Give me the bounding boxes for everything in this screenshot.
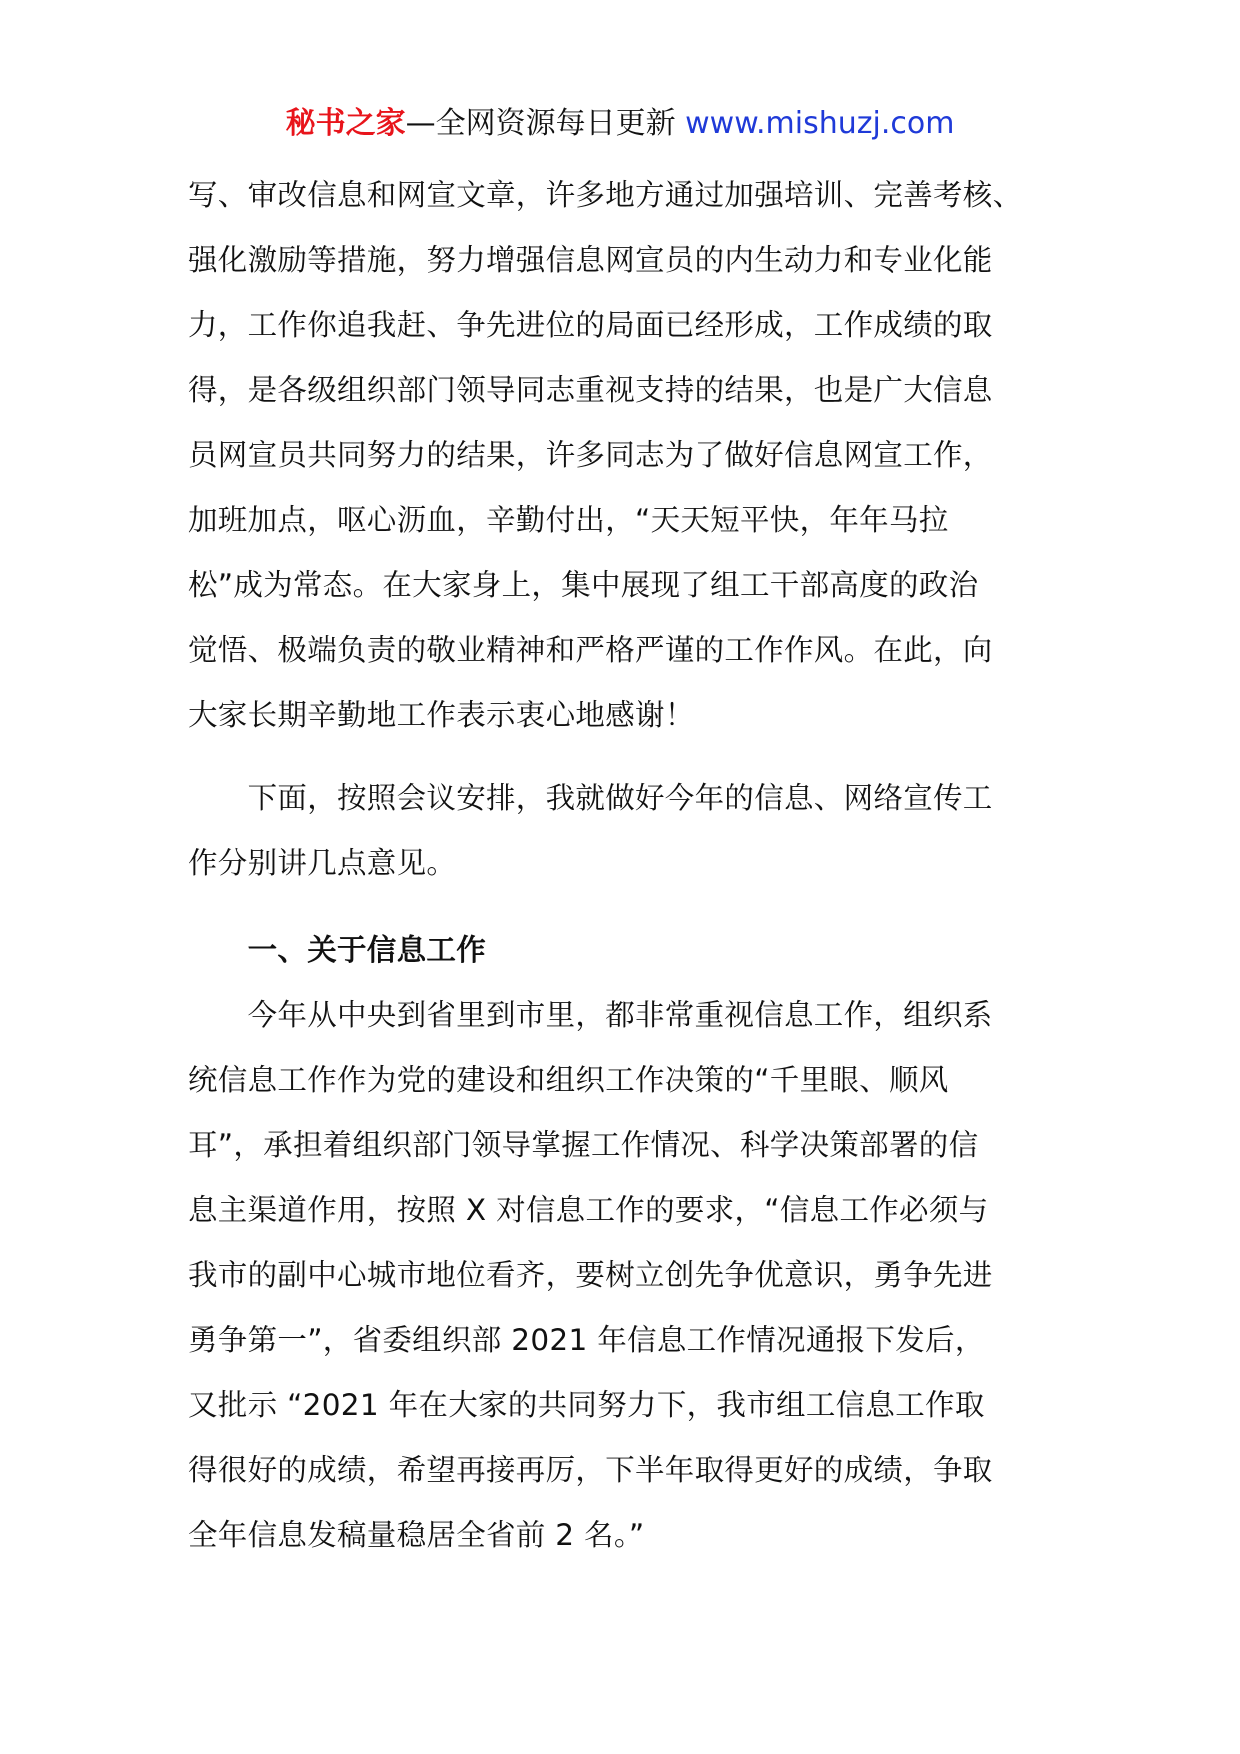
- text-line: 下面，按照会议安排，我就做好今年的信息、网络宣传工: [188, 781, 993, 815]
- section-heading-text: 一、关于信息工作: [188, 933, 487, 967]
- text-line: 松”成为常态。在大家身上，集中展现了组工干部高度的政治: [188, 568, 979, 602]
- text-line: 我市的副中心城市地位看齐，要树立创先争优意识，勇争先进: [188, 1258, 993, 1292]
- site-url-link[interactable]: www.mishuzj.com: [685, 106, 955, 141]
- text-line: 勇争第一”，省委组织部 2021 年信息工作情况通报下发后，: [188, 1323, 985, 1357]
- header-tagline: —全网资源每日更新: [405, 106, 686, 141]
- paragraph-spacer: [188, 748, 1050, 766]
- document-body: [188, 163, 1050, 1568]
- text-line: 耳”，承担着组织部门领导掌握工作情况、科学决策部署的信: [188, 1128, 979, 1162]
- text-line: 加班加点，呕心沥血，辛勤付出，“天天短平快，年年马拉: [188, 503, 949, 537]
- text-line: 统信息工作作为党的建设和组织工作决策的“千里眼、顺风: [188, 1063, 949, 1097]
- text-line: 今年从中央到省里到市里，都非常重视信息工作，组织系: [188, 998, 993, 1032]
- brand-name: 秘书之家: [285, 106, 406, 141]
- text-line: 作分别讲几点意见。: [188, 846, 457, 880]
- paragraph-spacer: [188, 896, 1050, 918]
- text-line: 大家长期辛勤地工作表示衷心地感谢！: [188, 698, 695, 732]
- text-line: 觉悟、极端负责的敬业精神和严格严谨的工作作风。在此，向: [188, 633, 993, 667]
- text-line: 强化激励等措施，努力增强信息网宣员的内生动力和专业化能: [188, 243, 993, 277]
- site-header: [0, 100, 1240, 148]
- paragraph-agenda: [188, 766, 1050, 896]
- paragraph-information-work: [188, 983, 1050, 1568]
- text-line: 又批示 “2021 年在大家的共同努力下，我市组工信息工作取: [188, 1388, 985, 1422]
- text-line: 写、审改信息和网宣文章，许多地方通过加强培训、完善考核、: [188, 178, 1023, 212]
- text-line: 力，工作你追我赶、争先进位的局面已经形成，工作成绩的取: [188, 308, 993, 342]
- text-line: 员网宣员共同努力的结果，许多同志为了做好信息网宣工作，: [188, 438, 993, 472]
- paragraph-appreciation: [188, 163, 1050, 748]
- text-line: 得，是各级组织部门领导同志重视支持的结果，也是广大信息: [188, 373, 993, 407]
- section-heading: [188, 918, 1050, 983]
- text-line: 全年信息发稿量稳居全省前 2 名。”: [188, 1518, 645, 1552]
- text-line: 得很好的成绩，希望再接再厉，下半年取得更好的成绩，争取: [188, 1453, 993, 1487]
- text-line: 息主渠道作用，按照 X 对信息工作的要求，“信息工作必须与: [188, 1193, 989, 1227]
